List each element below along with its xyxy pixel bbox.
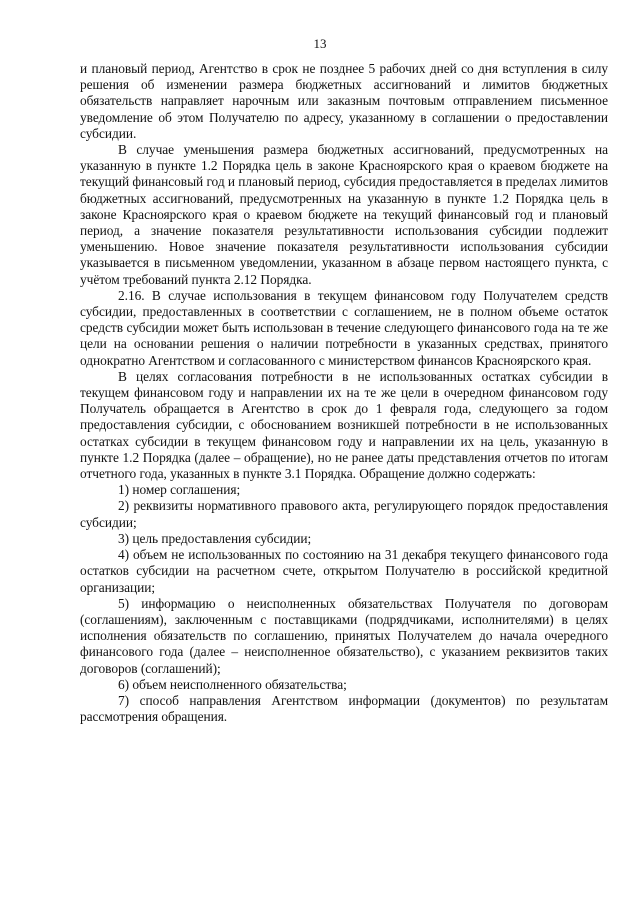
- list-item-1: 1) номер соглашения;: [118, 482, 241, 498]
- list-item-3: 3) цель предоставления субсидии;: [118, 530, 312, 546]
- list-item-5: 5) информацию о неисполненных обязательствах Получателя по договорам (соглашениям), заключенным с поставщиками (подрядчиками, исполнителями) в целях исполнения обязательств по соглашению, принятых Получателем до начала очередного финансового года (далее – неисполненное обязательство), с указанием реквизитов таких договоров (соглашений);: [80, 595, 608, 676]
- list-item-2: 2) реквизиты нормативного правового акта, регулирующего порядок предоставления субсидии;: [80, 498, 608, 530]
- paragraph-clause-2-16: 2.16. В случае использования в текущем финансовом году Получателем средств субсидии, предоставленных в соответствии с соглашением, не в полном объеме остаток средств субсидии может быть использован в течение следующего финансового года на те же цели на основании решения о наличии потребности в указанных средствах, принятого однократно Агентством и согласованного с министерством финансов Красноярского края.: [80, 287, 608, 368]
- paragraph-continuation: и плановый период, Агентство в срок не позднее 5 рабочих дней со дня вступления в силу решения об изменении размера бюджетных ассигнований и лимитов бюджетных обязательств направляет нарочным или заказным почтовым отправлением письменное уведомление об этом Получателю по адресу, указанному в соглашении о предоставлении субсидии.: [80, 61, 608, 141]
- list-item-7: 7) способ направления Агентством информации (документов) по результатам рассмотрения обращения.: [80, 692, 608, 725]
- page-number: 13: [313, 36, 327, 51]
- list-item-4: 4) объем не использованных по состоянию на 31 декабря текущего финансового года остатков субсидии на расчетном счете, открытом Получателю в российской кредитной организации;: [80, 547, 608, 595]
- paragraph-approval-request: В целях согласования потребности в не использованных остатках субсидии в текущем финансовом году и направлении их на те же цели в очередном финансовом году Получатель обращается в Агентство в срок до 1 февраля года, следующего за годом предоставления субсидии, с обоснованием возникшей потребности в не использованных остатках субсидии в текущем финансовом году и направлении их на цель, указанную в пункте 1.2 Порядка (далее – обращение), но не ранее даты представления отчетов по итогам отчетного года, указанных в пункте 3.1 Порядка. Обращение должно содержать:: [80, 368, 608, 482]
- paragraph-budget-reduction: В случае уменьшения размера бюджетных ассигнований, предусмотренных на указанную в пункте 1.2 Порядка цель в законе Красноярского края о краевом бюджете на текущий финансовый год и плановый период, субсидия предоставляется в пределах лимитов бюджетных ассигнований, предусмотренных на указанную в пункте 1.2 Порядка цель в законе Красноярского края о краевом бюджете на текущий финансовый год и плановый период, а значение показателя результативности использования субсидии подлежит уменьшению. Новое значение показателя результативности использования субсидии указывается в письменном уведомлении, указанном в абзаце первом настоящего пункта, с учётом требований пункта 2.12 Порядка.: [80, 142, 608, 287]
- list-item-6: 6) объем неисполненного обязательства;: [118, 676, 347, 692]
- document-body: [80, 61, 608, 725]
